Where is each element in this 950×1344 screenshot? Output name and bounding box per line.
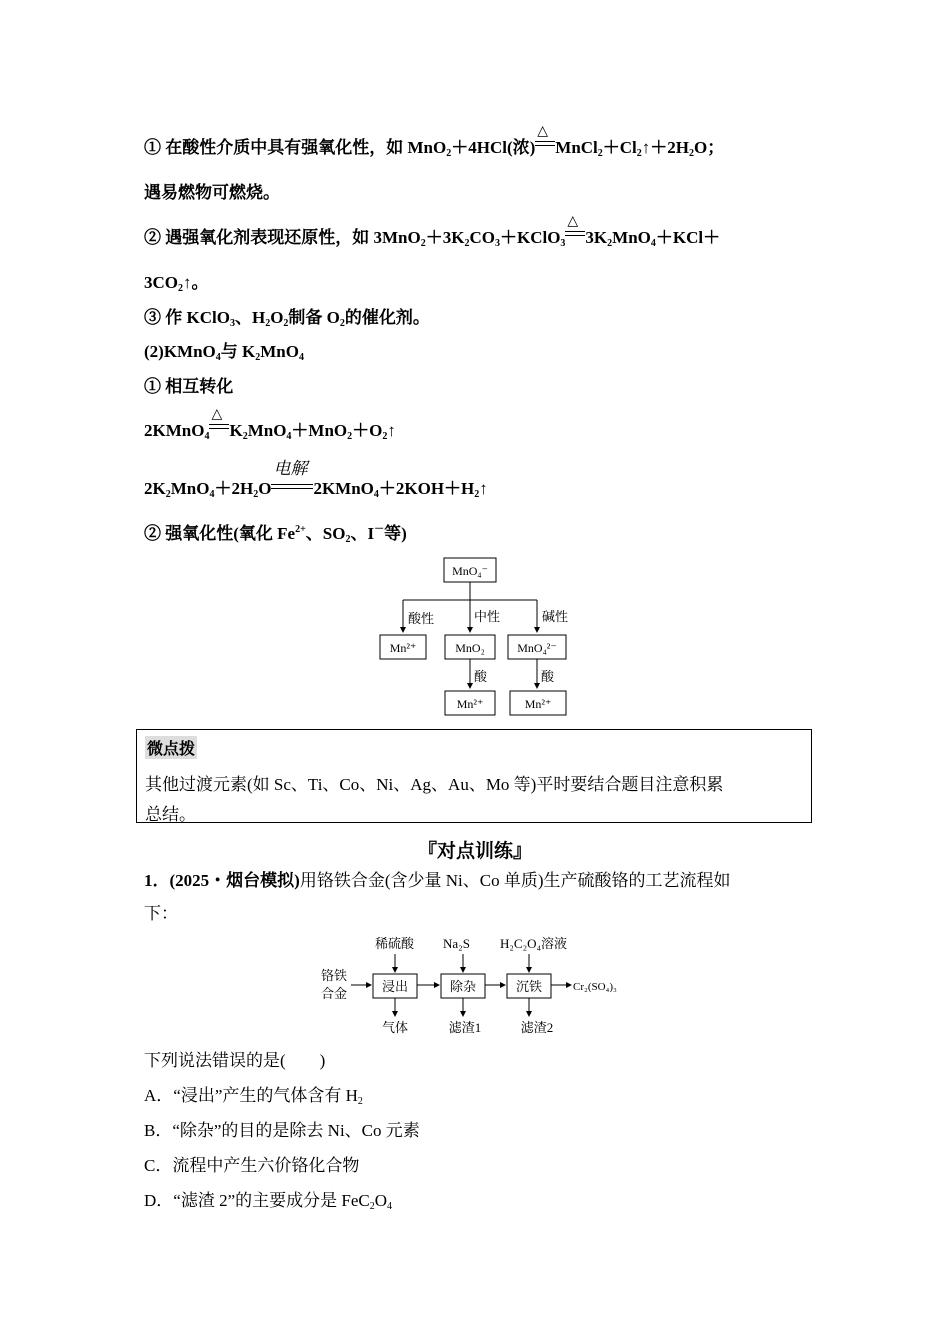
step-2: 除杂	[449, 979, 477, 994]
process-flow-diagram	[315, 930, 645, 1040]
step-3: 沉铁	[515, 979, 543, 994]
start-2: 合金	[321, 986, 348, 1001]
question-1-line-1: 1．(2025・烟台模拟)用铬铁合金(含少量 Ni、Co 单质)生产硫酸铬的工艺流程如	[144, 871, 731, 890]
text-line-3: ② 遇强氧化剂表现还原性，如 $3MnO_2+3K_2CO_3+KClO_3$ △ $3K_2MnO_4+KCl+$	[144, 214, 721, 249]
option-d[interactable]: D．“滤渣 2”的主要成分是 $FeC_2O_4$	[144, 1191, 392, 1212]
alkali-label: 碱性	[542, 609, 569, 624]
electrolysis-condition: 电解	[271, 480, 313, 494]
tip-box	[136, 729, 812, 823]
equation-2: $2K_2MnO_4+2H_2O$ 电解 $2KMnO_4+2KOH+H_2↑$	[144, 459, 488, 500]
box-mn2-2: Mn²⁺	[456, 697, 484, 711]
tip-line-2: 总结。	[145, 805, 196, 824]
option-c[interactable]: C．流程中产生六价铬化合物	[144, 1156, 360, 1175]
box-mno2: MnO₂	[455, 641, 485, 655]
acid-label: 酸性	[408, 611, 435, 626]
start-1: 铬铁	[321, 968, 348, 983]
text-line-1: ① 在酸性介质中具有强氧化性，如 MnO$_2$＋4HCl(浓) △ $MnCl_2+Cl_2↑+2H_2O$；	[144, 124, 725, 159]
equation-1: 2KMnO$_4$ △ $K_2MnO_4+MnO_2+O_2↑$	[144, 407, 396, 442]
product: Cr₂(SO₄)₃	[573, 981, 617, 993]
acid3-label: 酸	[541, 669, 555, 684]
box-mno4-2: MnO₄²⁻	[517, 641, 557, 655]
tip-line-1: 其他过渡元素(如 Sc、Ti、Co、Ni、Ag、Au、Mo 等)平时要结合题目注意积累	[145, 775, 724, 794]
input-2: Na₂S	[443, 936, 470, 951]
input-1: 稀硫酸	[375, 936, 415, 951]
question-prompt: 下列说法错误的是( )	[144, 1051, 326, 1070]
text-line-6: (2)KMnO$_4$与 $K_2MnO_4$	[144, 342, 304, 363]
heat-condition: △	[535, 139, 555, 153]
text-line-2: 遇易燃物可燃烧。	[144, 183, 280, 202]
tip-title: 微点拨	[145, 736, 197, 759]
step-1: 浸出	[381, 979, 409, 994]
text-line-5: ③ 作 KClO$_3$、$H_2O_2$制备 $O_2$的催化剂。	[144, 308, 430, 329]
question-1-line-2: 下：	[144, 904, 178, 923]
box-mn2-3: Mn²⁺	[524, 697, 552, 711]
option-b[interactable]: B．“除杂”的目的是除去 Ni、Co 元素	[144, 1121, 420, 1140]
permanganate-diagram	[370, 555, 590, 720]
heat-condition: △	[209, 422, 229, 436]
input-3: H₂C₂O₄溶液	[500, 936, 568, 951]
section-title: 『对点训练』	[417, 840, 532, 862]
neutral-label: 中性	[474, 609, 501, 624]
box-mn2-1: Mn²⁺	[389, 641, 417, 655]
output-2: 滤渣1	[448, 1020, 482, 1035]
top-box-label: MnO₄⁻	[452, 564, 488, 578]
heat-condition: △	[565, 229, 585, 243]
text-line-10: ② 强氧化性(氧化 $Fe^{2+}$、$SO_2$、I－等)	[144, 524, 407, 545]
text-line-4: $3CO_2↑$。	[144, 273, 209, 294]
text-line-7: ① 相互转化	[144, 377, 234, 396]
output-3: 滤渣2	[520, 1020, 554, 1035]
acid2-label: 酸	[474, 669, 488, 684]
output-1: 气体	[381, 1020, 409, 1035]
option-a[interactable]: A．“浸出”产生的气体含有 $H_2$	[144, 1086, 363, 1107]
